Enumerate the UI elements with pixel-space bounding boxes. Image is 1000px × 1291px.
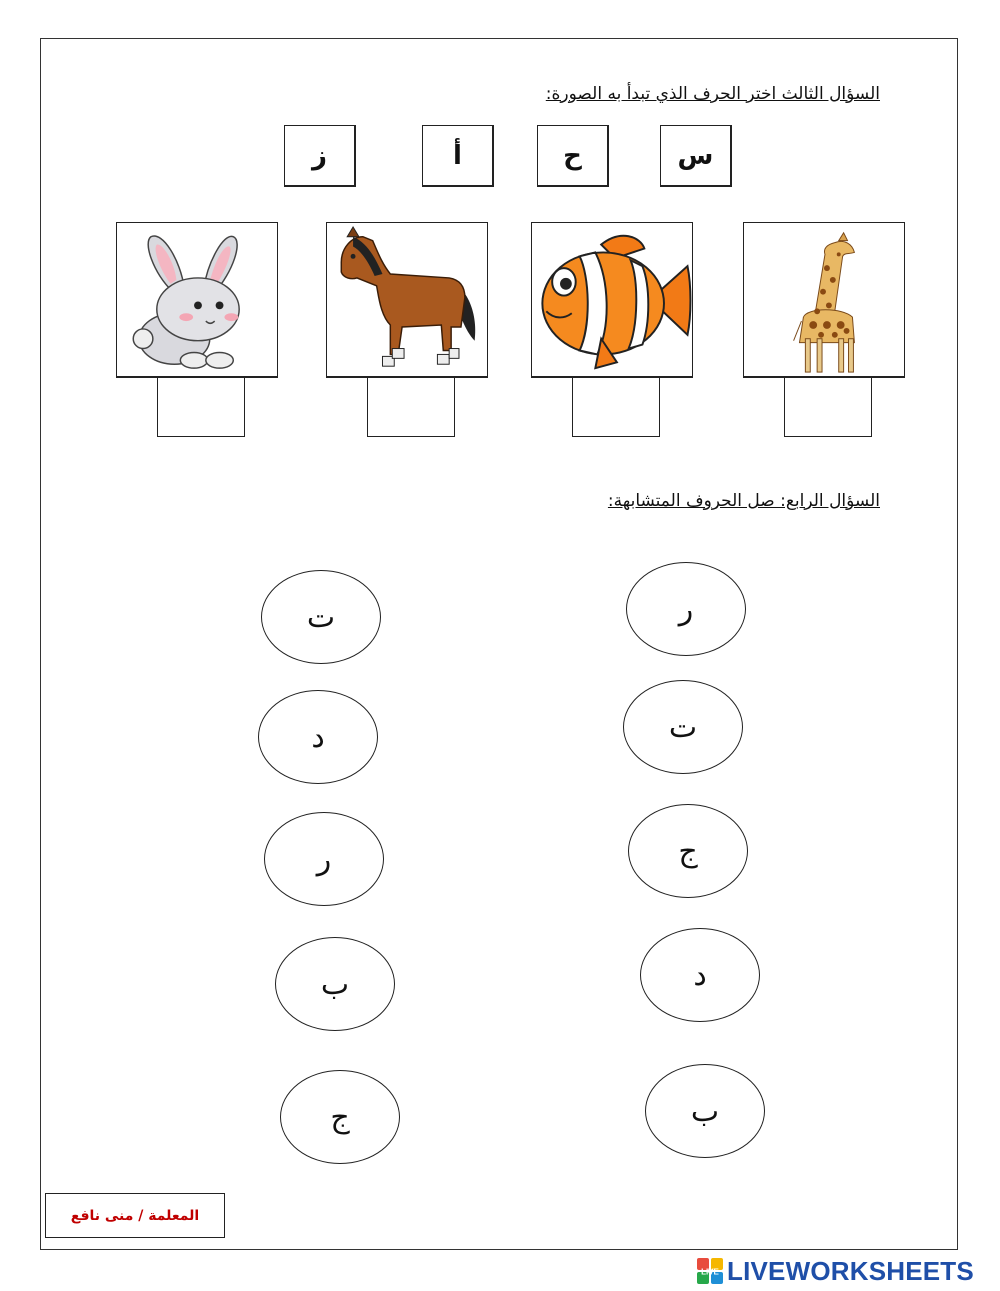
giraffe-icon bbox=[744, 223, 904, 376]
match-left-4[interactable]: ب bbox=[275, 937, 395, 1031]
answer-box-rabbit[interactable] bbox=[157, 377, 245, 437]
letter-choice-zay[interactable]: ز bbox=[284, 125, 356, 187]
match-left-3[interactable]: ر bbox=[264, 812, 384, 906]
picture-fish bbox=[531, 222, 693, 378]
liveworksheets-logo-icon bbox=[697, 1258, 723, 1284]
liveworksheets-brand bbox=[697, 1256, 974, 1286]
teacher-name-box bbox=[45, 1193, 225, 1238]
brand-logo-letters: LIVE bbox=[701, 1267, 719, 1277]
fish-icon bbox=[532, 223, 692, 376]
horse-icon bbox=[327, 223, 487, 376]
rabbit-icon bbox=[117, 223, 277, 376]
match-left-5[interactable]: ج bbox=[280, 1070, 400, 1164]
question-3-title: السؤال الثالث اختر الحرف الذي تبدأ به الصورة: bbox=[545, 84, 880, 104]
letter-choice-haa[interactable]: ح bbox=[537, 125, 609, 187]
letter-choice-alif[interactable]: أ bbox=[422, 125, 494, 187]
match-right-5[interactable]: ب bbox=[645, 1064, 765, 1158]
match-left-2[interactable]: د bbox=[258, 690, 378, 784]
brand-name: LIVEWORKSHEETS bbox=[727, 1255, 974, 1286]
teacher-name: المعلمة / منى نافع bbox=[70, 1207, 200, 1224]
question-4-title: السؤال الرابع: صل الحروف المتشابهة: bbox=[607, 491, 880, 511]
match-left-1[interactable]: ت bbox=[261, 570, 381, 664]
picture-rabbit bbox=[116, 222, 278, 378]
match-right-2[interactable]: ت bbox=[623, 680, 743, 774]
picture-horse bbox=[326, 222, 488, 378]
picture-giraffe bbox=[743, 222, 905, 378]
match-right-1[interactable]: ر bbox=[626, 562, 746, 656]
answer-box-giraffe[interactable] bbox=[784, 377, 872, 437]
answer-box-fish[interactable] bbox=[572, 377, 660, 437]
match-right-4[interactable]: د bbox=[640, 928, 760, 1022]
letter-choice-seen[interactable]: س bbox=[660, 125, 732, 187]
answer-box-horse[interactable] bbox=[367, 377, 455, 437]
match-right-3[interactable]: ج bbox=[628, 804, 748, 898]
worksheet-frame bbox=[40, 38, 958, 1250]
